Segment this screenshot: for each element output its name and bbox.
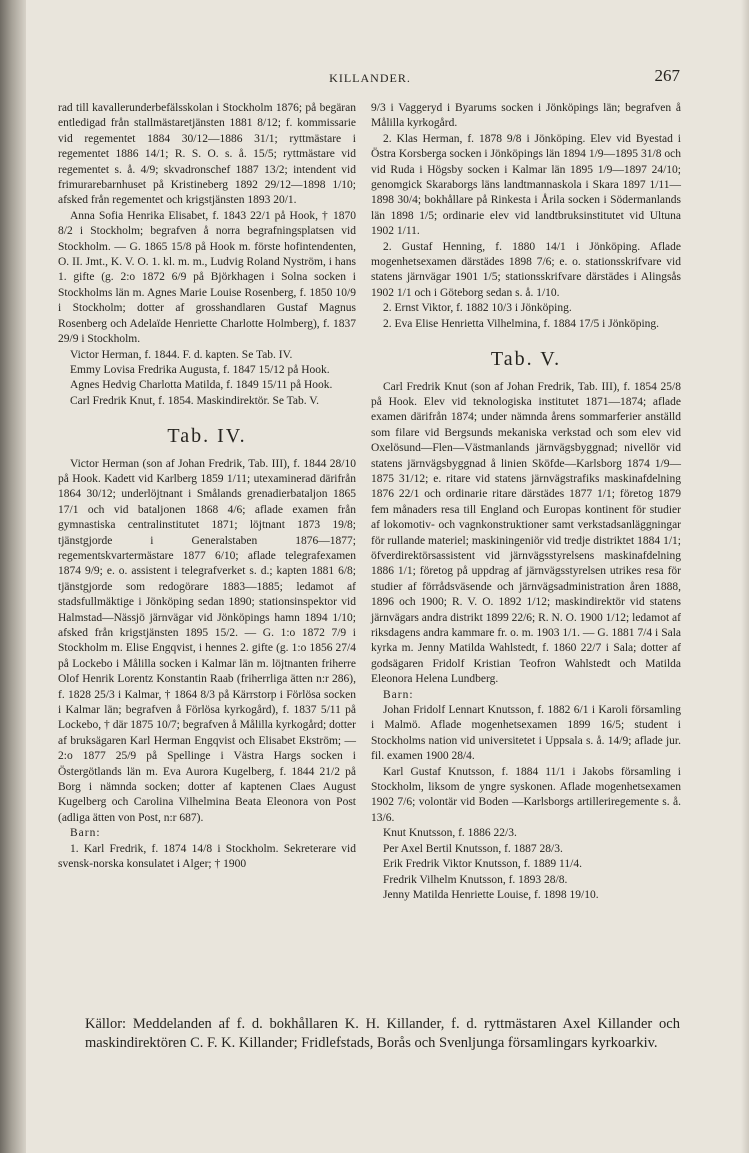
right-column [371, 101, 681, 903]
running-head: KILLANDER. [329, 71, 411, 85]
child-entry: 1. Karl Fredrik, f. 1874 14/8 i Stockholm. Sekreterare vid svensk-norska konsulatet i Alger; † 1900 [58, 842, 356, 871]
tab-iv-biography: Victor Herman (son af Johan Fredrik, Tab. III), f. 1844 28/10 på Hook. Kadett vid Karlberg 1859 1/11; utexaminerad därifrån 1864 30/12; underlöjtnant i Smålands grenadierbataljon 1865 17/1 och vid bataljonen 1868 4/6; aflade examen från gymnastiska centralinstitutet 1871; löjtnant 1873 19/8; tjänstgjorde i Generalstaben 1876—1877; regementskvartermästare 1877 6/10; aflade telegrafexamen 1874 9/9; e. o. assistent i telegrafverket s. d.; kapten 1881 6/8; tjänstgjorde som redogörare 1883—1885; ledamot af stadsfullmäktige i Jönköping sedan 1890; stationsinspektor vid Halmstad—Nässjö järnvägar vid Jönköpings hamn 1894 1/10; afsked från krigstjänsten 1895 15/2. — G. 1:o 1872 7/9 i Stockholm m. Elise Engqvist, i hennes 2. gifte (g. 1:o 1856 27/4 på Lockebo i Målilla socken i Kalmar län m. löjtnanten friherre Olof Henrik Lorentz Konstantin Raab (friherrliga ätten n:r 286), f. 1828 25/3 i Kalmar, † 1864 8/3 på Kärrstorp i Förlösa socken i Kalmar län; begrafven å Förlösa kyrkogård), f. 1837 5/11 på Lockebo, † där 1875 10/7; begrafven å Målilla kyrkogård; dotter af bruksägaren Karl Herman Engqvist och Elisabet Ekström; — 2:o 1877 25/9 på Spellinge i Västra Hargs socken i Östergötlands län m. Eva Aurora Kugelberg, f. 1844 21/2 på Borg i nämnda socken; dotter af kaptenen Claes August Kugelberg och Carolina Vilhelmina Beata Eleonora von Post (adliga ätten von Post, n:r 687). [58, 457, 356, 824]
sources-note: Källor: Meddelanden af f. d. bokhållaren K. H. Killander, f. d. ryttmästaren Axel Killander och maskindirektören C. F. K. Killander; Fridlefstads, Borås och Svenljunga församlingars kyrkoarkiv. [85, 1016, 680, 1051]
tab-v-biography: Carl Fredrik Knut (son af Johan Fredrik, Tab. III), f. 1854 25/8 på Hook. Elev vid teknologiska institutet 1871—1874; aflade examen därifrån 1874; under nämnda årens sommarferier anställd som filare vid Bergsunds mekaniska verkstad och som elev vid Oxelösund—Flen—Västmanlands järnvägsbyggnad; nivellör vid statens järnvägsbyggnad å linien Sköfde—Karlsborg 1874 1/9—1875 31/12; e. ritare vid statens järnvägstrafiks maskinafdelning 1876 22/1 och ordinarie ritare därstädes 1877 1/1; företog 1879 fem månaders resa till England och Europas kontinent för studier af lokomotiv- och vagnkonstruktioner samt verkstadsanläggningar för rullande materiel; maskiningeniör vid tredje distriktet 1884 1/1; öfverdirektörsassistent vid järnvägsstyrelsens maskinafdelning 1886 1/1; företog på uppdrag af järnvägsstyrelsen utrikes resa för studier af förrådsväsende och järnvägsadministration åren 1888, 1896 och 1900; R. V. O. 1892 1/12; maskindirektör vid statens järnvägars andra distrikt 1899 22/6; R. N. O. 1900 1/12; ledamot af riksdagens andra kammare fr. o. m. 1903 1/1. — G. 1881 7/4 i Sala kyrka m. Jenny Matilda Wahlstedt, f. 1860 22/7 i Sala; dotter af godsägaren Fridolf Kristian Teofron Wahlstedt och Matilda Eleonora Helena Lundberg. [371, 380, 681, 686]
child-entry: Johan Fridolf Lennart Knutsson, f. 1882 6/1 i Karoli församling i Malmö. Aflade mogenhetsexamen 1899 16/5; student i Stockholms nation vid universitetet i Uppsala s. å. 14/9; aflade jur. fil. examen 1900 28/4. [371, 704, 681, 763]
page-edge [741, 0, 749, 1153]
child-entry: 2. Klas Herman, f. 1878 9/8 i Jönköping. Elev vid Byestad i Östra Korsberga socken i Jönköpings län 1894 1/9—1895 31/8 och vid Ruda i Högsby socken i Kalmar län 1895 1/9—1897 24/10; genomgick Skaraborgs läns landtmannaskola i Skara 1897 1/11—1898 30/4; bokhållare på Rinkesta i Årila socken i Södermanlands län 1898 1/5; ordinarie elev vid landtbruksinstitutet vid Ultuna 1902 1/11. [371, 132, 681, 238]
section-heading-tab-v: Tab. V. [490, 348, 562, 371]
children-label: Barn: [383, 688, 414, 701]
child-entry: 2. Gustaf Henning, f. 1880 14/1 i Jönköping. Aflade mogenhetsexamen därstädes 1898 7/6; e. o. stationsskrifvare vid statens järnvägar 1901 1/5; stationsskrifvare därstädes i Alingsås 1902 1/1 och i Göteborg sedan s. å. 1/10. [371, 240, 681, 299]
paragraph: Agnes Hedvig Charlotta Matilda, f. 1849 15/11 på Hook. [70, 379, 333, 392]
page-number: 267 [654, 66, 680, 85]
child-entry: 2. Ernst Viktor, f. 1882 10/3 i Jönköping. [383, 302, 572, 315]
child-entry: Erik Fredrik Viktor Knutsson, f. 1889 11/4. [383, 858, 582, 871]
paragraph: 9/3 i Vaggeryd i Byarums socken i Jönköpings län; begrafven å Målilla kyrkogård. [371, 102, 681, 130]
child-entry: Fredrik Vilhelm Knutsson, f. 1893 28/8. [383, 873, 568, 886]
child-entry: Jenny Matilda Henriette Louise, f. 1898 19/10. [383, 888, 599, 901]
paragraph: rad till kavallerunderbefälsskolan i Stockholm 1876; på begäran entledigad från stallmästaretjänsten 1881 8/12; f. kommissarie vid regementet 1884 30/12—1886 31/1; ryttmästare i regementet 1886 14/1; R. S. O. s. å. 15/5; ryttmästare vid regementet s. å. 4/9; skvadronschef 1887 13/2; intendent vid frimurarebarnhuset på Kristineberg 1892 29/12—1898 1/10; afsked från regementet och krigstjänsten 1893 20/1. [58, 102, 356, 207]
children-label: Barn: [70, 827, 101, 840]
paragraph: Victor Herman, f. 1844. F. d. kapten. Se Tab. IV. [70, 348, 293, 361]
child-entry: 2. Eva Elise Henrietta Vilhelmina, f. 1884 17/5 i Jönköping. [383, 317, 660, 330]
paragraph: Carl Fredrik Knut, f. 1854. Maskindirektör. Se Tab. V. [70, 394, 319, 407]
paragraph: Anna Sofia Henrika Elisabet, f. 1843 22/1 på Hook, † 1870 8/2 i Stockholm; begrafven å norra begrafningsplatsen vid Stockholm. — G. 1865 15/8 på Hook m. förste hofintendenten, O. II. Jmt., K. V. O. 1. kl. m. m., Ludvig Roland Nyström, i hans 1. gifte (g. 2:o 1872 6/9 på Björkhagen i Solna socken i Stockholms län m. Agnes Marie Louise Rosenberg, f. 1850 10/9 i Stockholm; dotter af grosshandlaren Gustaf Magnus Rosenberg och Adelaïde Henriette Charlotte Holmberg), f. 1837 29/9 i Stockholm. [58, 209, 356, 346]
left-column [58, 101, 356, 873]
book-gutter-shadow [0, 0, 26, 1153]
paragraph: Emmy Lovisa Fredrika Augusta, f. 1847 15/12 på Hook. [70, 363, 330, 376]
section-heading-tab-iv: Tab. IV. [167, 425, 247, 448]
child-entry: Knut Knutsson, f. 1886 22/3. [383, 827, 517, 840]
child-entry: Per Axel Bertil Knutsson, f. 1887 28/3. [383, 842, 563, 855]
child-entry: Karl Gustaf Knutsson, f. 1884 11/1 i Jakobs församling i Stockholm, liksom de yngre syskonen. Aflade mogenhetsexamen 1902 7/6; volontär vid Boden —Karlsborgs artilleriregemente s. å. 13/6. [371, 765, 681, 824]
page-header [60, 66, 680, 88]
